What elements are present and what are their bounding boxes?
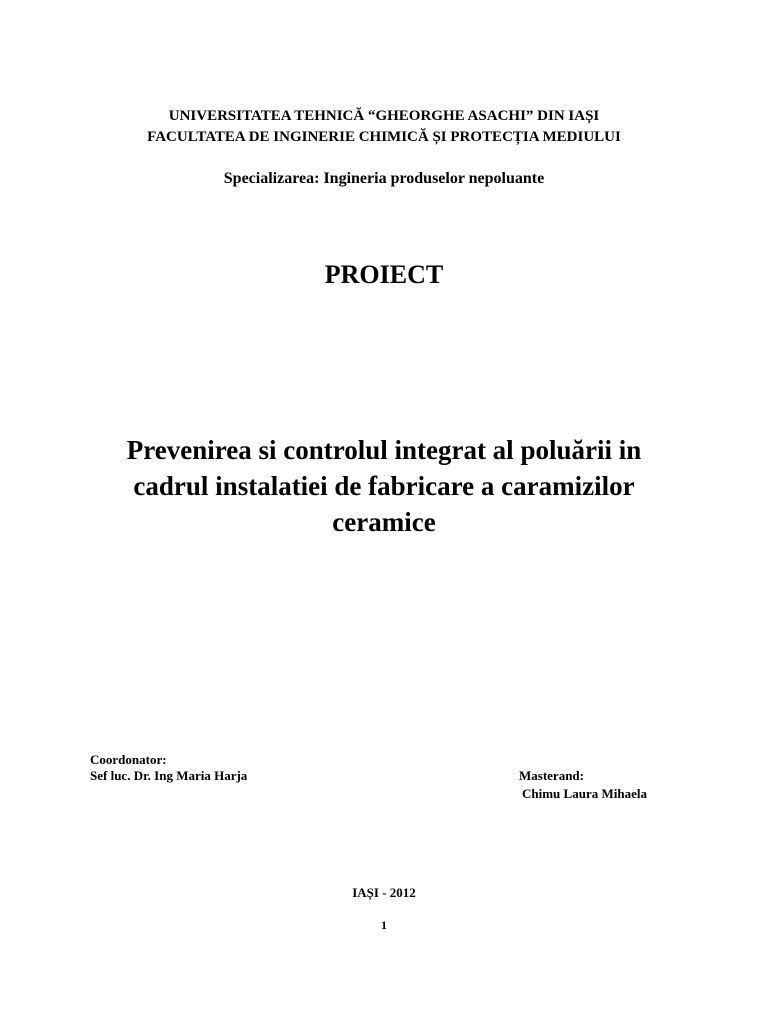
page-number: 1 <box>381 918 387 932</box>
project-title-line-1: Prevenirea si controlul integrat al poluării in <box>126 435 642 465</box>
specialization: Specializarea: Ingineria produselor nepoluante <box>223 170 545 187</box>
project-title-line-3: ceramice <box>332 507 436 537</box>
coordinator-name: Sef luc. Dr. Ing Maria Harja <box>90 768 248 783</box>
document-type: PROIECT <box>324 260 444 289</box>
student-name: Chimu Laura Mihaela <box>522 786 647 801</box>
coordinator-label: Coordonator: <box>90 752 167 767</box>
faculty-name: FACULTATEA DE INGINERIE CHIMICĂ ȘI PROTECȚIA MEDIULUI <box>147 129 621 145</box>
student-label: Masterand: <box>519 768 584 783</box>
city-year: IAȘI - 2012 <box>352 885 416 900</box>
project-title-line-2: cadrul instalatiei de fabricare a caramizilor <box>133 471 635 501</box>
university-name: UNIVERSITATEA TEHNICĂ “GHEORGHE ASACHI” DIN IAȘI <box>168 108 600 124</box>
project-title <box>0 432 768 540</box>
